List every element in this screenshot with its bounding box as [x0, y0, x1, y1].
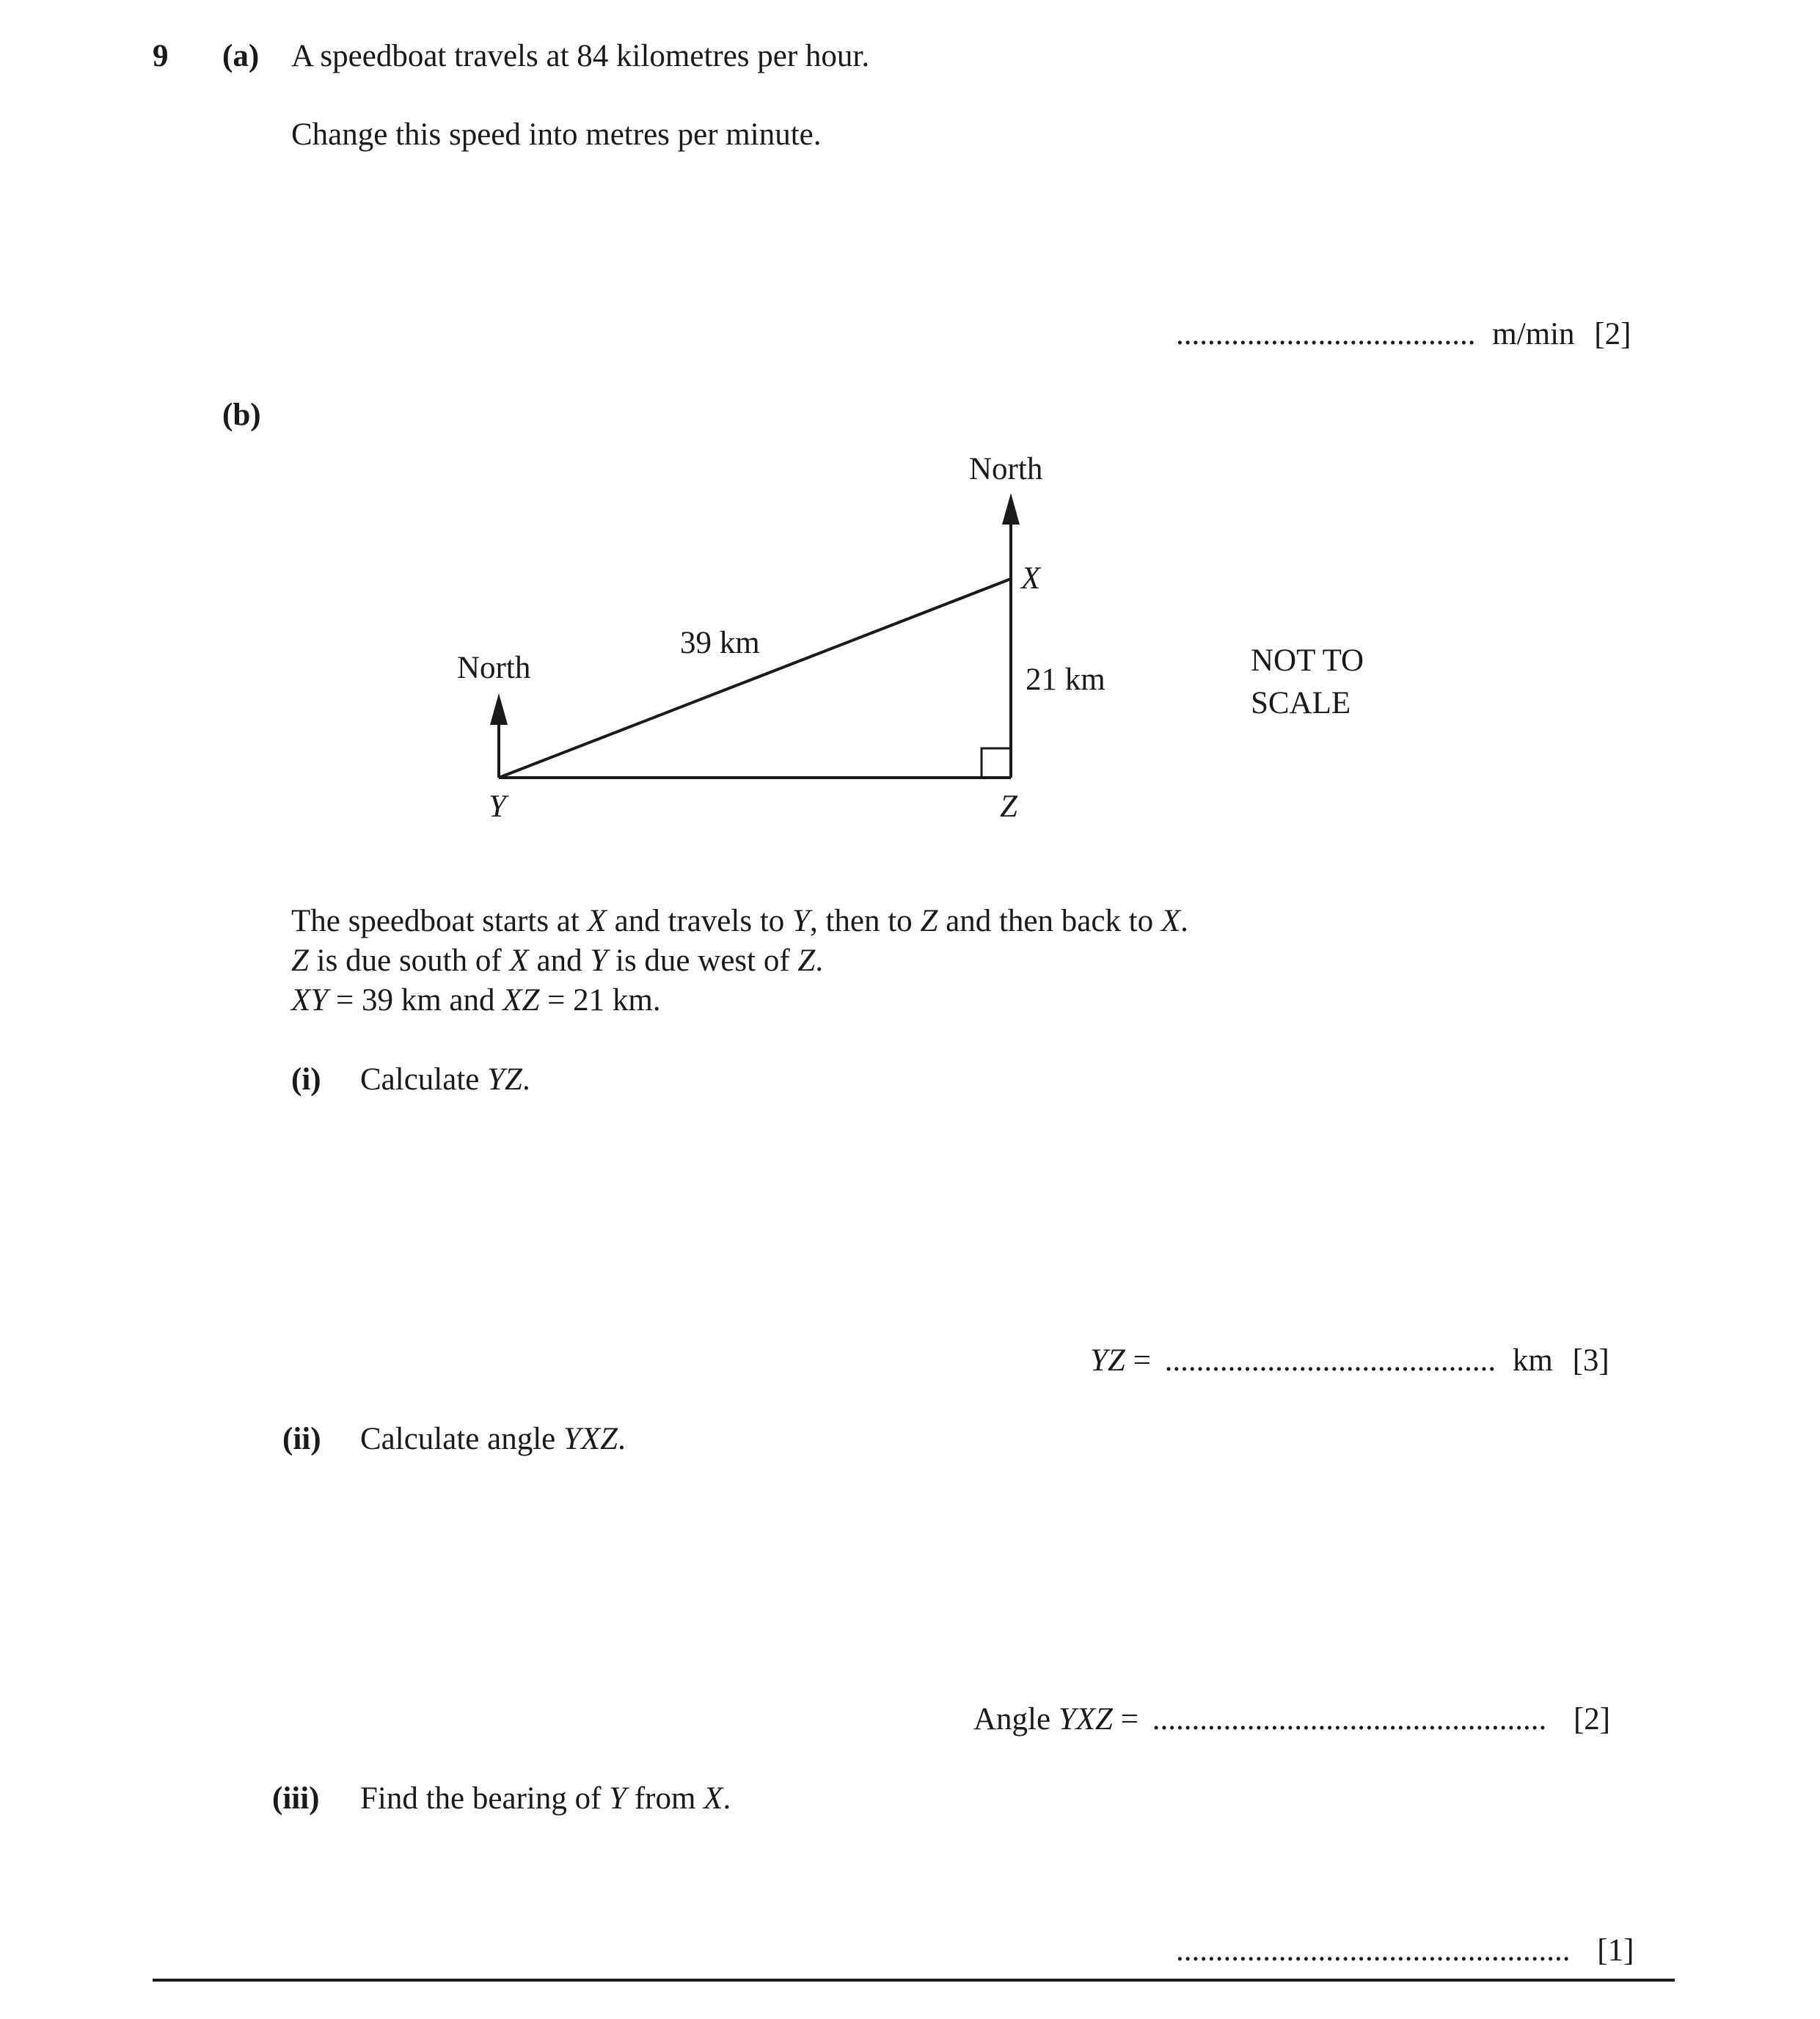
marks: [2] [1573, 1702, 1611, 1737]
vertex-z-label: Z [1000, 789, 1017, 824]
north-label-top: North [969, 452, 1043, 486]
part-a-label: (a) [222, 39, 260, 73]
marks: [2] [1594, 317, 1631, 351]
answer-dots: .................................................. [1152, 1702, 1547, 1737]
not-to-scale-line2: SCALE [1251, 686, 1351, 720]
question-number: 9 [153, 39, 169, 73]
not-to-scale-line1: NOT TO [1251, 643, 1364, 678]
part-i-label: (i) [291, 1062, 321, 1097]
vertex-y-label: Y [489, 789, 506, 824]
part-b-label: (b) [222, 398, 261, 432]
part-i-text: Calculate YZ. [360, 1062, 530, 1097]
page-bottom-rule [153, 1979, 1675, 1982]
north-label-left: North [457, 651, 531, 685]
part-iii-label: (iii) [272, 1781, 320, 1816]
vertex-x-label: X [1021, 561, 1041, 596]
north-arrow-y-icon [490, 693, 508, 725]
marks: [3] [1572, 1343, 1609, 1378]
part-i-answer-line: YZ = .......................................... km [3] [1090, 1343, 1609, 1378]
answer-unit: m/min [1492, 317, 1575, 351]
xy-side [499, 579, 1011, 778]
part-a-line1: A speedboat travels at 84 kilometres per hour. [291, 39, 870, 73]
north-arrow-x-icon [1002, 493, 1020, 525]
marks: [1] [1597, 1933, 1634, 1968]
answer-dots: .................................................. [1176, 1933, 1571, 1968]
part-ii-answer-line: Angle YXZ = .................................................. [2] [973, 1702, 1611, 1737]
answer-var: YZ [1090, 1343, 1125, 1378]
xy-length-label: 39 km [680, 626, 760, 660]
stem-line3: XY = 39 km and XZ = 21 km. [291, 983, 661, 1018]
answer-unit: km [1512, 1343, 1553, 1378]
part-iii-answer-line [1176, 1935, 1634, 1966]
part-ii-text: Calculate angle YXZ. [360, 1422, 626, 1456]
answer-dots: ...................................... [1176, 317, 1476, 351]
answer-dots: .......................................... [1164, 1343, 1496, 1378]
part-iii-text: Find the bearing of Y from X. [360, 1781, 731, 1816]
stem-line2: Z is due south of X and Y is due west of Z. [291, 943, 824, 978]
stem-line1: The speedboat starts at X and travels to Y, then to Z and then back to X. [291, 904, 1188, 938]
part-ii-label: (ii) [282, 1422, 321, 1456]
answer-var: YXZ [1058, 1702, 1113, 1737]
right-angle-marker [982, 748, 1011, 778]
xz-length-label: 21 km [1026, 662, 1105, 697]
part-a-line2: Change this speed into metres per minute. [291, 117, 822, 152]
